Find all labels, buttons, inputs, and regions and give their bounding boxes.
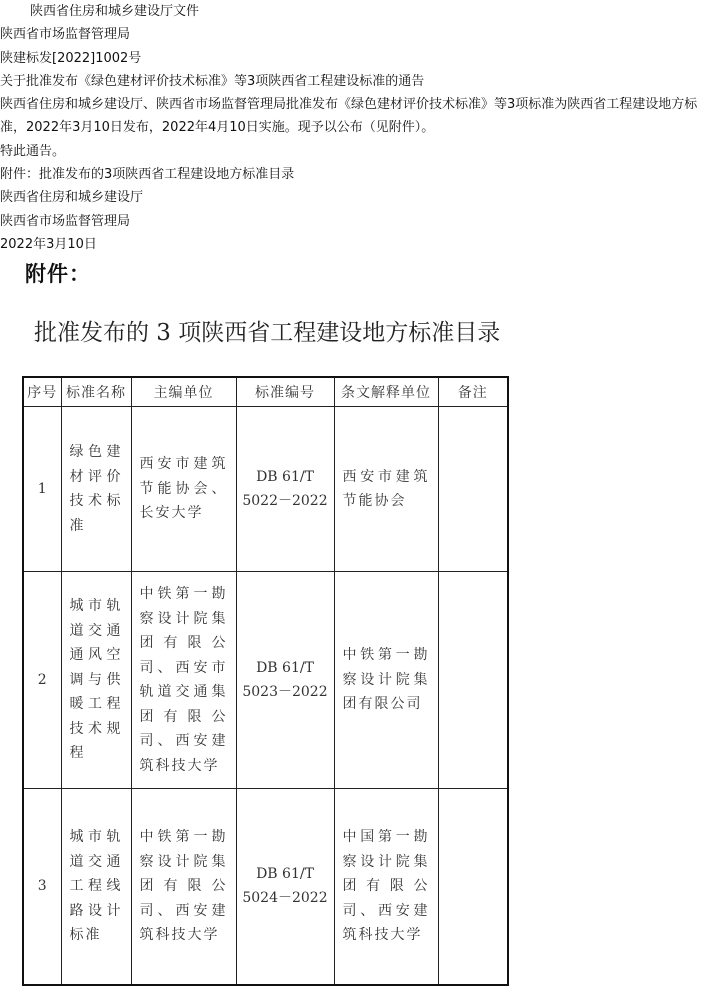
attachment-title: 批准发布的 3 项陕西省工程建设地方标准目录 [34,320,501,346]
row-code-line1: DB 61/T [256,865,314,882]
header-interpreter: 条文解释单位 [334,377,438,407]
row-code [236,572,334,789]
row-editor: 中铁第一勘察设计院集团有限公司、西安建筑科技大学 [131,789,236,985]
row-no: 3 [23,789,61,985]
row-code-line2: 5022－2022 [242,493,328,509]
row-interpreter: 中铁第一勘察设计院集团有限公司 [334,572,438,789]
row-remark [438,789,508,985]
row-code-line1: DB 61/T [256,659,314,676]
row-code [236,407,334,572]
row-editor: 中铁第一勘察设计院集团有限公司、西安市轨道交通集团有限公司、西安建筑科技大学 [131,572,236,789]
header-code: 标准编号 [236,377,334,407]
row-remark [438,572,508,789]
row-name: 城市轨道交通工程线路设计标准 [61,789,131,985]
notice-date: 2022年3月10日 [0,236,97,252]
doc-number: 陕建标发[2022]1002号 [0,50,142,66]
row-code-line2: 5024－2022 [242,890,328,907]
issuer-header: 陕西省住房和城乡建设厅文件 [30,4,200,19]
signer-2: 陕西省市场监督管理局 [0,213,131,229]
row-interpreter: 西安市建筑节能协会 [334,407,438,572]
standards-table [22,376,509,986]
row-no: 1 [23,407,61,572]
notice-body: 陕西省住房和城乡建设厅、陕西省市场监督管理局批准发布《绿色建材评价技术标准》等3项标准为陕西省工程建设地方标准，2022年3月10日发布，2022年4月10日实施。现予以公布（见附件）。 [0,97,698,136]
table-row [23,407,508,572]
header-name: 标准名称 [61,377,131,407]
row-name: 绿色建材评价技术标准 [61,407,131,572]
notice-closing: 特此通告。 [0,143,66,159]
header-remark: 备注 [438,377,508,407]
notice-subject: 关于批准发布《绿色建材评价技术标准》等3项陕西省工程建设标准的通告 [0,73,425,89]
table-header-row [23,377,508,407]
co-issuer: 陕西省市场监督管理局 [0,27,131,43]
row-interpreter: 中国第一勘察设计院集团有限公司、西安建筑科技大学 [334,789,438,985]
table-row [23,572,508,789]
row-code [236,789,334,985]
row-no: 2 [23,572,61,789]
attachment-label: 附件： [25,262,91,286]
header-editor: 主编单位 [131,377,236,407]
notice-text [0,0,712,256]
signer-1: 陕西省住房和城乡建设厅 [0,190,144,206]
attachment-note: 附件：批准发布的3项陕西省工程建设地方标准目录 [0,167,295,183]
table-row [23,789,508,985]
row-code-line1: DB 61/T [256,468,314,485]
row-editor: 西安市建筑节能协会、长安大学 [131,407,236,572]
row-code-line2: 5023－2022 [242,684,328,700]
row-name: 城市轨道交通通风空调与供暖工程技术规程 [61,572,131,789]
row-remark [438,407,508,572]
header-no: 序号 [23,377,61,407]
